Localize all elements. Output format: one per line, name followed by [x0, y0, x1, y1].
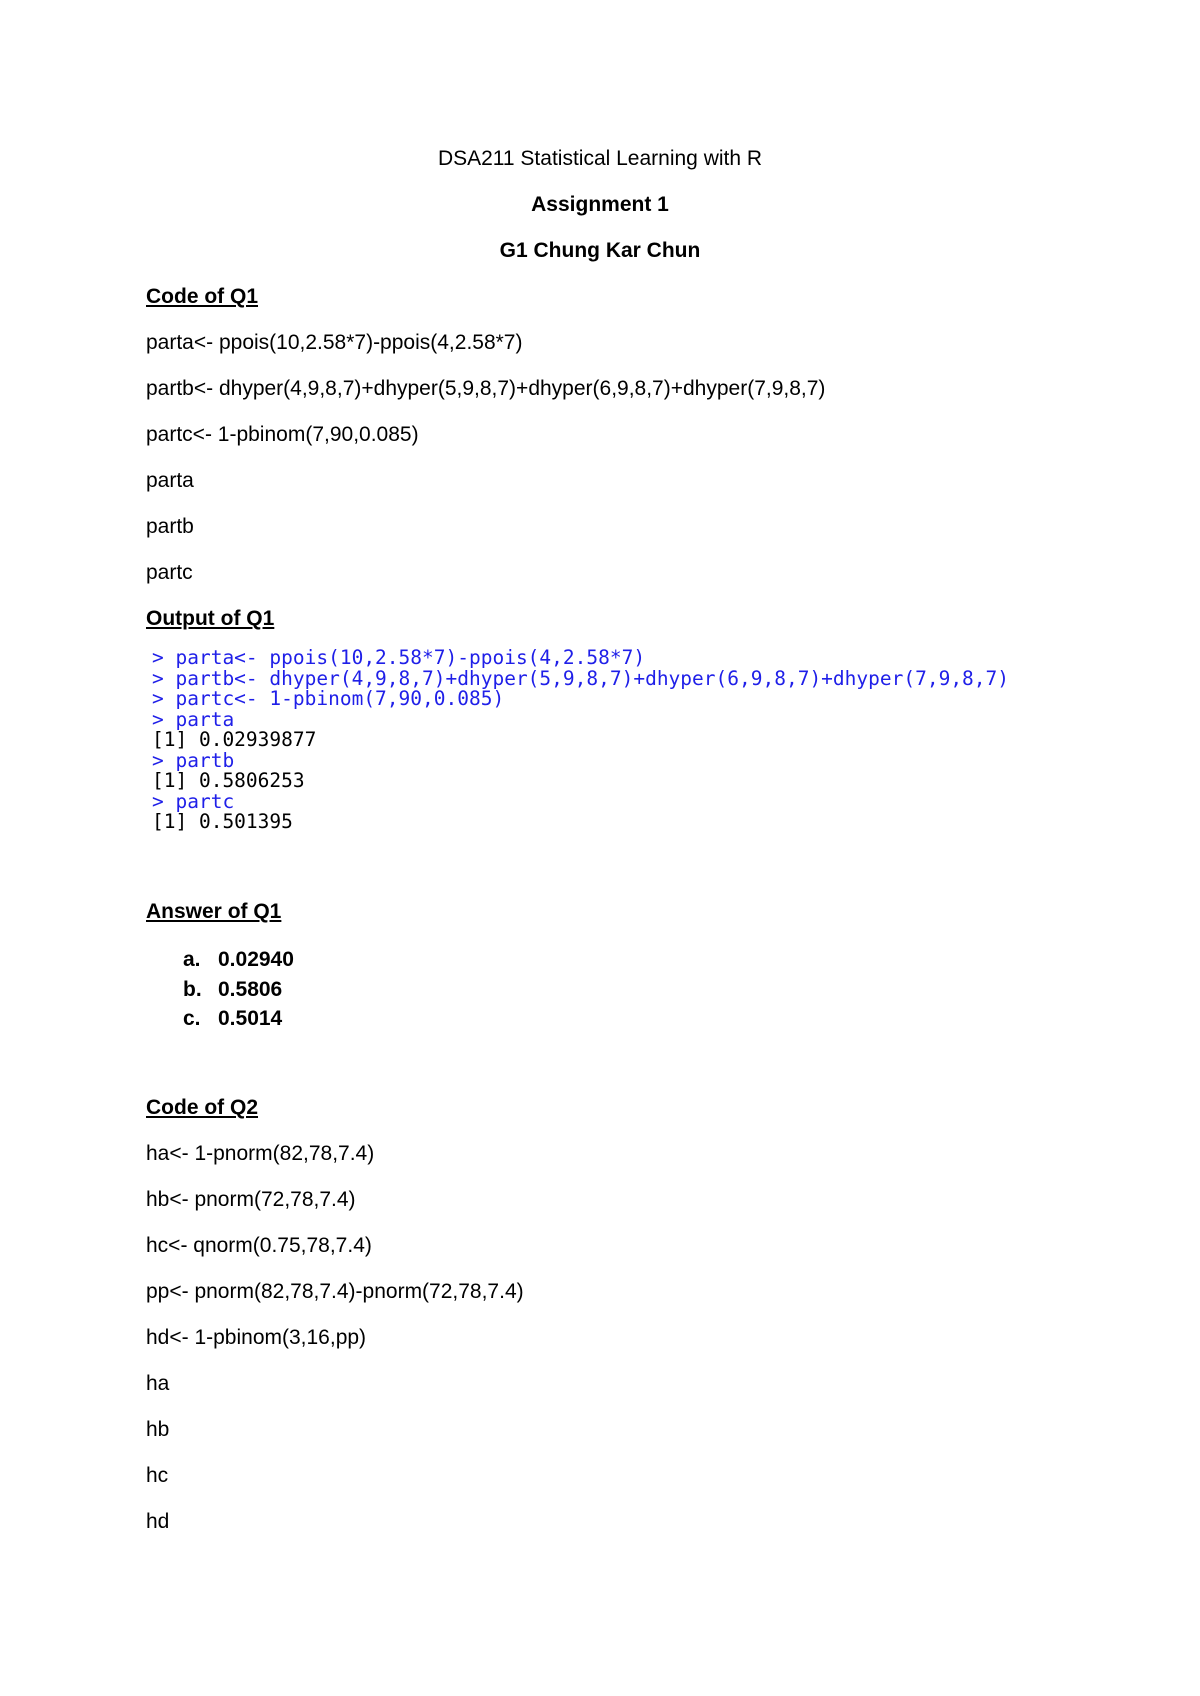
console-command-line: > parta<- ppois(10,2.58*7)-ppois(4,2.58*7) — [152, 646, 646, 669]
answer-item — [183, 945, 294, 975]
q1-code-line: partc — [146, 561, 193, 584]
q2-code-line: hd<- 1-pbinom(3,16,pp) — [146, 1326, 367, 1349]
q2-code-line: ha — [146, 1372, 170, 1395]
console-result-line: [1] 0.5806253 — [152, 769, 305, 792]
q2-code-line: ha<- 1-pnorm(82,78,7.4) — [146, 1142, 375, 1165]
console-command-line: > partc<- 1-pbinom(7,90,0.085) — [152, 687, 505, 710]
q1-answer-heading: Answer of Q1 — [146, 900, 282, 923]
answer-value: 0.5806 — [218, 977, 283, 1001]
console-command-line: > partb<- dhyper(4,9,8,7)+dhyper(5,9,8,7)+dhyper(6,9,8,7)+dhyper(7,9,8,7) — [152, 666, 1010, 690]
console-command-line: > parta — [152, 707, 235, 731]
console-result-line: [1] 0.02939877 — [152, 728, 317, 751]
q2-code-line: hb<- pnorm(72,78,7.4) — [146, 1188, 356, 1211]
answer-item — [183, 1004, 294, 1034]
q1-console-output — [152, 648, 1009, 833]
document-subtitle: Assignment 1 — [531, 193, 669, 216]
document-author: G1 Chung Kar Chun — [499, 239, 701, 262]
answer-item — [183, 975, 294, 1005]
q2-code-line: pp<- pnorm(82,78,7.4)-pnorm(72,78,7.4) — [146, 1280, 524, 1303]
answer-marker: a. — [183, 948, 201, 971]
q1-answer-list — [183, 945, 294, 1034]
q2-code-line: hc — [146, 1464, 169, 1487]
console-result-line: [1] 0.501395 — [152, 810, 293, 833]
q1-code-line: partc<- 1-pbinom(7,90,0.085) — [146, 423, 419, 446]
q1-output-heading: Output of Q1 — [146, 607, 275, 630]
answer-value: 0.5014 — [218, 1007, 283, 1030]
q2-code-line: hb — [146, 1418, 170, 1441]
q1-code-line: partb<- dhyper(4,9,8,7)+dhyper(5,9,8,7)+dhyper(6,9,8,7)+dhyper(7,9,8,7) — [146, 377, 826, 400]
answer-marker: b. — [183, 977, 202, 1001]
document-title: DSA211 Statistical Learning with R — [437, 147, 763, 170]
q1-code-line: partb — [146, 515, 194, 538]
q2-code-heading: Code of Q2 — [146, 1096, 259, 1119]
console-command-line: > partc — [152, 789, 235, 813]
q2-code-line: hd — [146, 1510, 170, 1533]
answer-value: 0.02940 — [218, 948, 294, 971]
q1-code-line: parta<- ppois(10,2.58*7)-ppois(4,2.58*7) — [146, 331, 523, 354]
q2-code-line: hc<- qnorm(0.75,78,7.4) — [146, 1234, 372, 1257]
q1-code-heading: Code of Q1 — [146, 285, 259, 308]
q1-code-line: parta — [146, 469, 194, 492]
console-command-line: > partb — [152, 748, 235, 772]
answer-marker: c. — [183, 1007, 201, 1030]
